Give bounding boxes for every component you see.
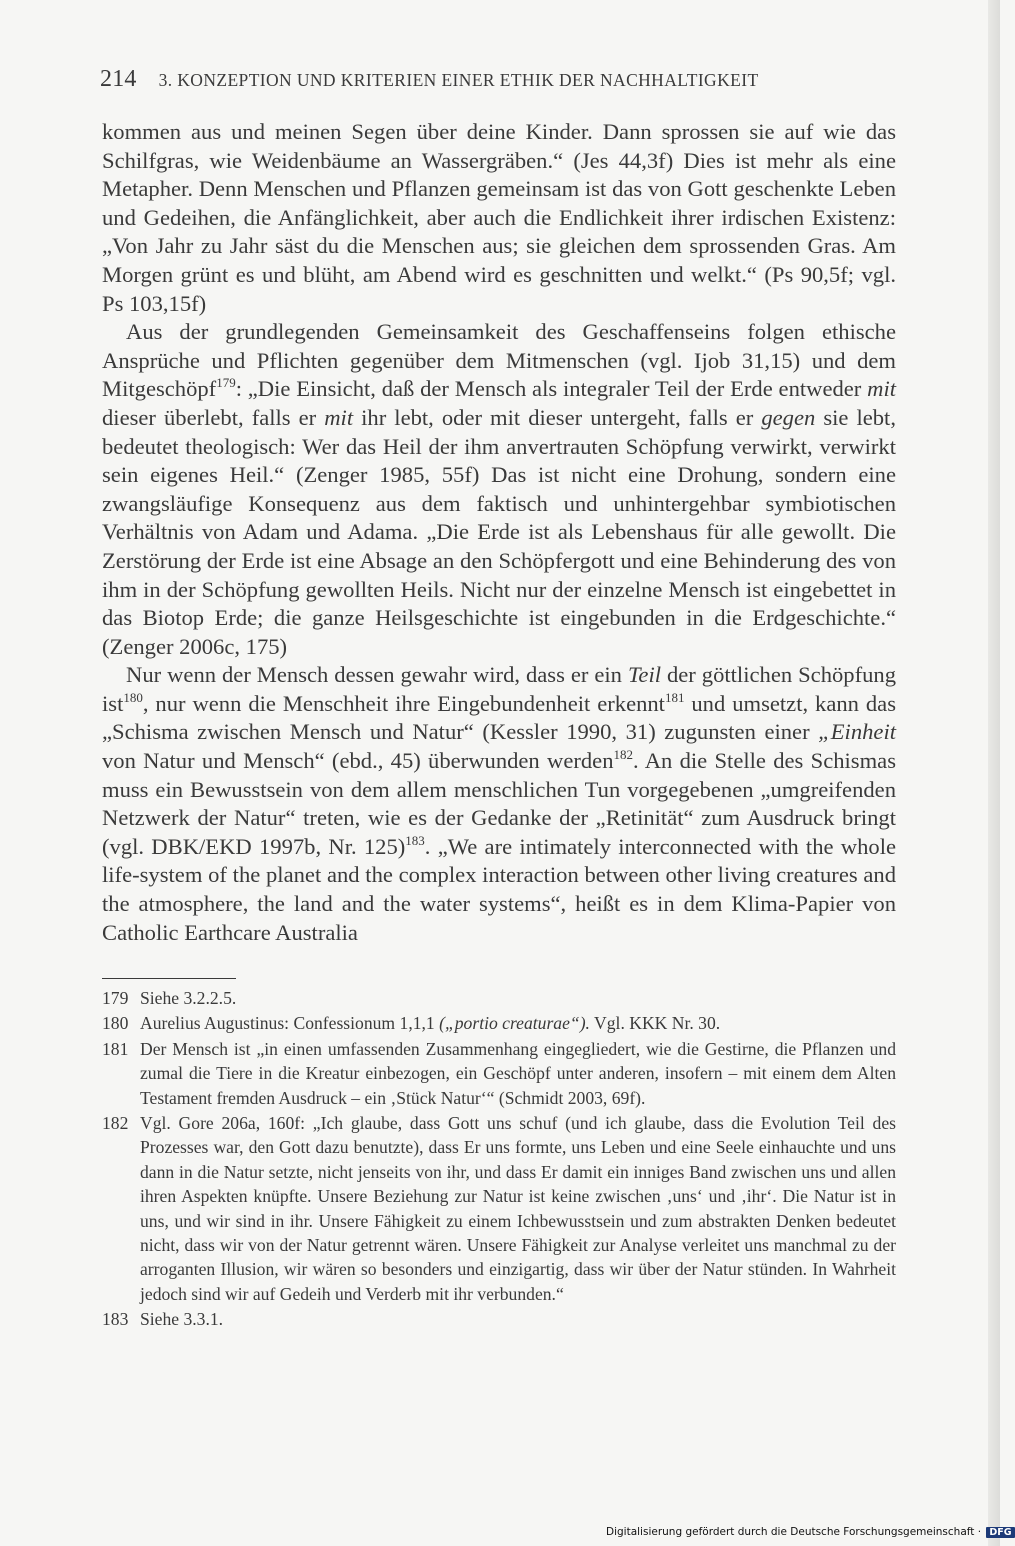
- text-run: der göttlichen Schöpfung ist: [102, 662, 897, 716]
- text-run: dieser überlebt, falls er: [102, 404, 325, 430]
- footnote-ref-179[interactable]: 179: [216, 375, 236, 391]
- footnote-180: [102, 1011, 896, 1035]
- paragraph-1: kommen aus und meinen Segen über deine Kinder. Dann sprossen sie auf wie das Schilfgras, wie Weidenbäume an Wassergräben.“ (Jes 44,3f) Dies ist mehr als eine Metapher. Denn Menschen und Pflanzen gemeinsam ist das von Gott geschenkte Leben und Gedeihen, die Anfänglichkeit, aber auch die Endlichkeit ihrer irdischen Existenz: „Von Jahr zu Jahr säst du die Menschen aus; sie gleichen dem sprossenden Gras. Am Morgen grünt es und blüht, am Abend wird es geschnitten und welkt.“ (Ps 90,5f; vgl. Ps 103,15f): [102, 119, 896, 316]
- footnote-text: [140, 1011, 896, 1035]
- running-header: [100, 66, 900, 93]
- footnote-number: 180: [102, 1013, 129, 1034]
- paragraph-3: [102, 661, 896, 947]
- digitization-note: Digitalisierung gefördert durch die Deutsche Forschungsgemeinschaft ·: [606, 1526, 982, 1538]
- footnote-number: 179: [102, 988, 129, 1008]
- text-run: ihr lebt, oder mit dieser untergeht, falls er: [353, 404, 762, 430]
- footnote-number: 181: [102, 1038, 129, 1059]
- running-title: 3. KONZEPTION UND KRITERIEN EINER ETHIK DER NACHHALTIGKEIT: [158, 70, 759, 90]
- footnote-179: [102, 986, 896, 1010]
- footnote-ref-182[interactable]: 182: [613, 747, 634, 763]
- text-run: Aus der grundlegenden Gemeinsamkeit des Geschaffenseins folgen ethische Ansprüche und Pflichten gegenüber dem Mitmenschen (vgl. Ijob 31,15) und dem Mitgeschöpf: [102, 319, 896, 402]
- text-run: , nur wenn die Menschheit ihre Eingebundenheit erkennt: [142, 690, 665, 716]
- dfg-logo-icon: DFG: [986, 1527, 1014, 1538]
- text-run: : „Die Einsicht, daß der Mensch als integraler Teil der Erde entweder: [235, 376, 868, 402]
- footnote-text: Siehe 3.2.2.5.: [140, 988, 237, 1008]
- page-edge-shadow: [988, 0, 1000, 1546]
- footnote-number: 183: [102, 1309, 129, 1330]
- emphasis: mit: [867, 376, 896, 402]
- emphasis: Teil: [627, 662, 662, 688]
- footnote-ref-180[interactable]: 180: [123, 689, 143, 705]
- text-run: sie lebt, bedeutet theologisch: Wer das Heil der ihm anvertrauten Schöpfung verwirkt, verwirkt sein eigenes Heil.“ (Zenger 1985, 55f) Das ist nicht eine Drohung, sondern eine zwangsläufige Konsequenz aus dem faktisch und unhintergehbar symbiotischen Verhältnis von Adam und Adama. „Die Erde ist als Lebenshaus für alle gewollt. Die Zerstörung der Erde ist eine Absage an den Schöpfergott und eine Behinderung des von ihm in der Schöpfung gewollten Heils. Nicht nur der einzelne Mensch ist eingebettet in das Biotop Erde; die ganze Heilsgeschichte ist eingebunden in die Erdgeschichte.“ (Zenger 2006c, 175): [102, 404, 896, 659]
- footnote-separator: [102, 978, 236, 979]
- main-text: [102, 118, 896, 947]
- text-run: . An die Stelle des Schismas muss ein Bewusstsein von dem allem menschlichen Tun vorgegebenen „umgreifenden Netzwerk der Natur“ treten, wie es der Gedanke der „Retinität“ zum Ausdruck bringt (vgl. DBK/EKD 1997b, Nr. 125): [102, 748, 896, 859]
- footnote-text: Der Mensch ist „in einen umfassenden Zusammenhang eingegliedert, wie die Gestirne, die Pflanzen und zumal die Tiere in die Kreatur einbezogen, ein Geschöpf unter anderen, insofern – mit einem dem Alten Testament fremden Ausdruck – ein ‚Stück Natur‘“ (Schmidt 2003, 69f).: [140, 1038, 896, 1108]
- text-run: Nur wenn der Mensch dessen gewahr wird, dass er ein: [126, 662, 628, 688]
- footnote-ref-183[interactable]: 183: [405, 832, 425, 848]
- page-number: 214: [100, 66, 137, 92]
- text-run: Aurelius Augustinus: Confessionum 1,1,1: [140, 1013, 440, 1034]
- footnote-number: 182: [102, 1113, 129, 1134]
- text-run: von Natur und Mensch“ (ebd., 45) überwunden werden: [102, 748, 614, 774]
- footnote-182: [102, 1111, 896, 1306]
- footnote-text: Vgl. Gore 206a, 160f: „Ich glaube, dass Gott uns schuf (und ich glaube, dass die Evolution Teil des Prozesses war, den Gott dazu benutzte), dass Er uns formte, uns Leben und eine Seele einhauchte und uns dann in die Natur setzte, nicht jenseits von ihr, und dass Er damit ein inniges Band zwischen uns und allen ihren Aspekten knüpfte. Unsere Beziehung zur Natur ist keine zwischen ‚uns‘ und ‚ihr‘. Die Natur ist in uns, und wir sind in ihr. Unsere Fähigkeit zu einem Ichbewusstsein und zum abstrakten Denken bedeutet nicht, dass wir von der Natur getrennt wären. Unsere Fähigkeit zur Analyse verleitet uns manchmal zu der arroganten Illusion, wir wären so besonders und einzigartig, dass wir über der Natur stünden. In Wahrheit jedoch sind wir auf Gedeih und Verderb mit ihr verbunden.“: [140, 1113, 896, 1304]
- paragraph-2: [102, 318, 896, 661]
- text-run: und umsetzt, kann das „Schisma zwischen Mensch und Natur“ (Kessler 1990, 31) zugunsten einer: [102, 690, 896, 745]
- footnote-181: [102, 1037, 896, 1110]
- emphasis: „Einheit: [818, 719, 896, 745]
- footnote-ref-181[interactable]: 181: [664, 689, 685, 705]
- text-run: . „We are intimately interconnected with the whole life-system of the planet and the complex interaction between other living creatures and the atmosphere, the land and the water systems“, heißt es in dem Klima-Papier von Catholic Earthcare Australia: [102, 833, 896, 945]
- emphasis: mit: [324, 404, 354, 430]
- digitization-footer: [606, 1526, 1015, 1538]
- emphasis: gegen: [761, 404, 816, 430]
- emphasis: („portio creaturae“).: [439, 1013, 590, 1034]
- footnote-183: [102, 1307, 896, 1331]
- footnotes: [102, 986, 896, 1333]
- footnote-text: Siehe 3.3.1.: [140, 1309, 224, 1330]
- text-run: Vgl. KKK Nr. 30.: [589, 1013, 721, 1034]
